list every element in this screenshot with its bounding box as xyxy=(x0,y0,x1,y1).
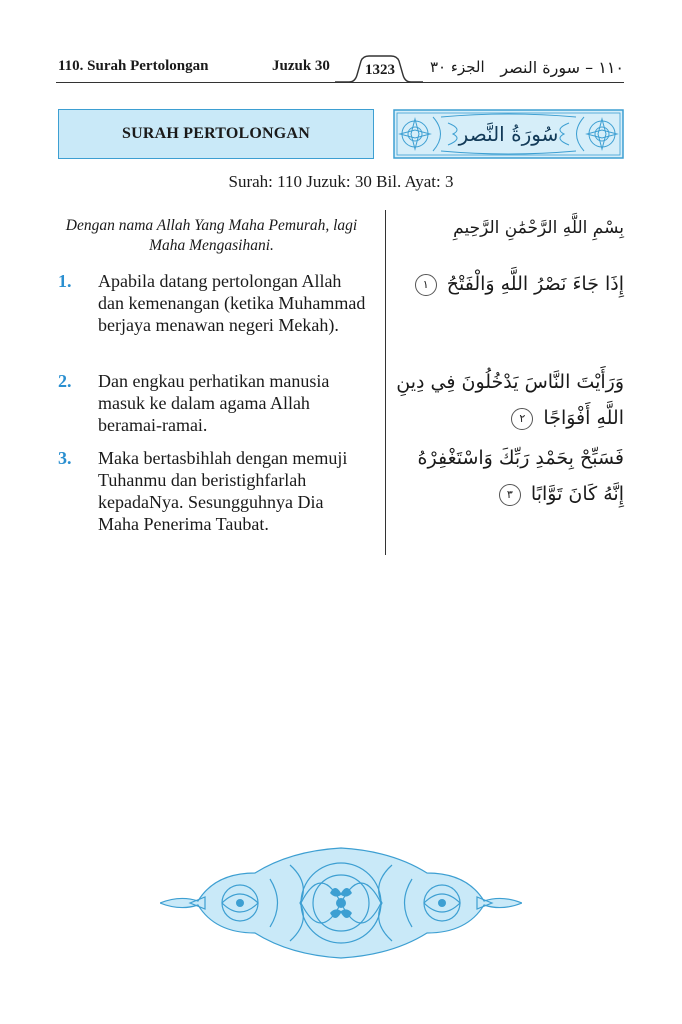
ayah-number-mark: ٣ xyxy=(499,484,521,506)
ayah-number-mark: ١ xyxy=(415,274,437,296)
verse-number: 1. xyxy=(58,271,72,291)
verse-number: 3. xyxy=(58,448,72,468)
verse-arabic-text: إِذَا جَاءَ نَصْرُ اللَّهِ وَالْفَتْحُ xyxy=(446,273,624,295)
basmala-translation: Dengan nama Allah Yang Maha Pemurah, lagi Maha Mengasihani. xyxy=(65,217,358,254)
verse-translation-3 xyxy=(58,447,368,535)
verse-arabic-3 xyxy=(394,440,624,512)
running-header-arabic-surah: ١١٠ – سورة النصر xyxy=(500,58,624,77)
header-rule xyxy=(56,82,624,83)
surah-title-arabic: سُورَةُ النَّصر xyxy=(458,122,559,146)
decorative-ornament xyxy=(160,843,522,963)
running-header-title: 110. Surah Pertolongan xyxy=(58,58,209,74)
verse-text: Maka bertasbihlah dengan memuji Tuhanmu dan beristighfarlah kepadaNya. Sesungguhnya Dia Maha Penerima Taubat. xyxy=(98,448,348,534)
column-divider xyxy=(385,210,386,555)
running-header-arabic-juz: الجزء ٣٠ xyxy=(430,58,485,76)
verse-arabic-2 xyxy=(394,364,624,436)
surah-title-malay: SURAH PERTOLONGAN xyxy=(122,125,310,142)
ayah-number-mark: ٢ xyxy=(511,408,533,430)
verse-arabic-text: فَسَبِّحْ بِحَمْدِ رَبِّكَ وَاسْتَغْفِرْهُ إِنَّهُ كَانَ تَوَّابًا xyxy=(417,447,624,505)
verse-text: Apabila datang pertolongan Allah dan kemenangan (ketika Muhammad berjaya menawan negeri Mekah). xyxy=(98,271,366,335)
verse-text: Dan engkau perhatikan manusia masuk ke dalam agama Allah beramai-ramai. xyxy=(98,371,330,435)
page-number: 1323 xyxy=(365,62,395,78)
basmala-arabic: بِسْمِ اللَّهِ الرَّحْمَٰنِ الرَّحِيمِ xyxy=(453,218,624,238)
verse-arabic-1 xyxy=(411,266,624,302)
surah-info: Surah: 110 Juzuk: 30 Bil. Ayat: 3 xyxy=(228,172,454,191)
verse-arabic-text: وَرَأَيْتَ النَّاسَ يَدْخُلُونَ فِي دِينِ اللَّهِ أَفْوَاجًا xyxy=(396,371,624,429)
surah-title-box xyxy=(58,109,374,159)
verse-translation-2 xyxy=(58,370,368,436)
verse-number: 2. xyxy=(58,371,72,391)
running-header-juzuk: Juzuk 30 xyxy=(272,58,330,74)
verse-translation-1 xyxy=(58,270,368,336)
